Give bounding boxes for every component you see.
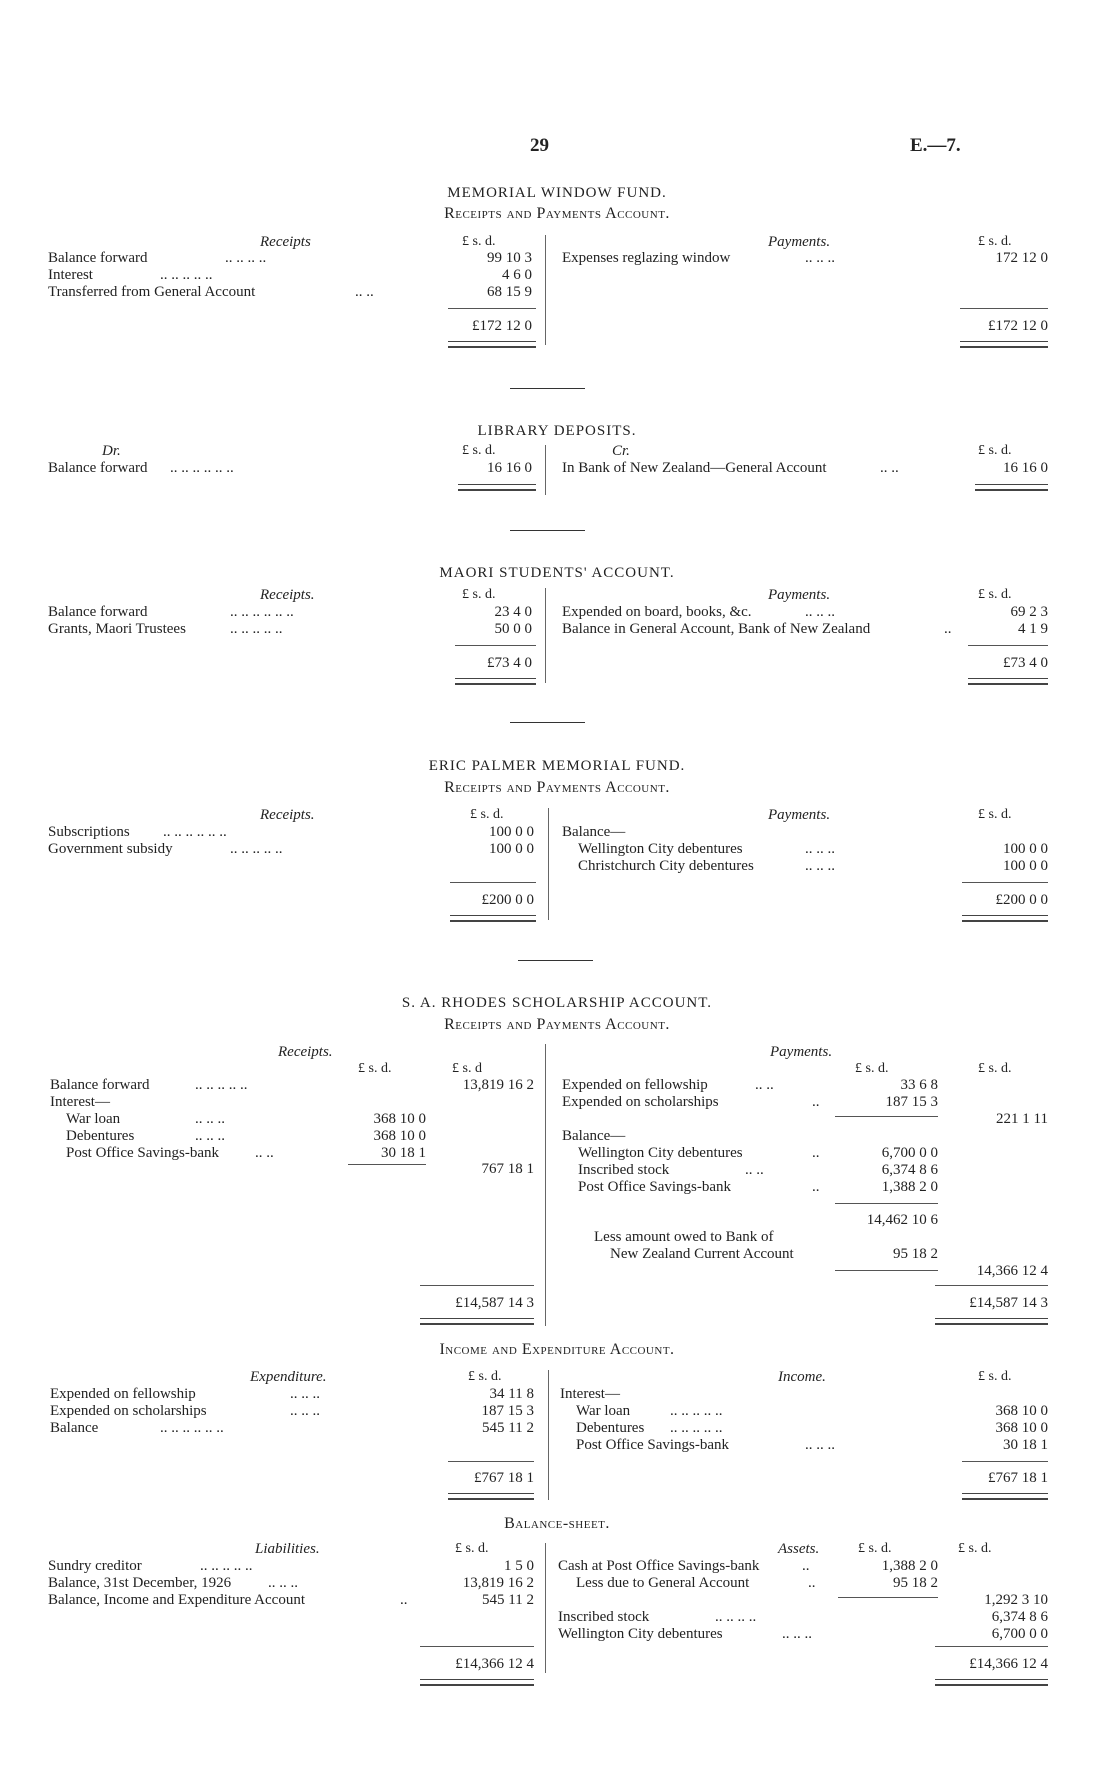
bs-left-label-2: Balance, Income and Expenditure Account: [48, 1592, 305, 1608]
double-rule: [968, 678, 1048, 685]
income-lsd-right: £ s. d.: [978, 1369, 1012, 1384]
rhodes-title: S. A. RHODES SCHOLARSHIP ACCOUNT.: [401, 995, 713, 1011]
rule: [835, 1270, 938, 1271]
rule: [420, 1646, 534, 1647]
rule: [450, 882, 536, 883]
bs-total-left: £14,366 12 4: [455, 1656, 534, 1672]
maori-left-label-1: Grants, Maori Trustees: [48, 621, 186, 637]
maori-left-amount-1: 50 0 0: [494, 621, 532, 637]
maori-right-amount-0: 69 2 3: [1010, 604, 1048, 620]
rhodes-interest-label-2: Post Office Savings-bank: [66, 1145, 220, 1161]
leader-dots: .. ..: [745, 1162, 764, 1178]
section-separator: [510, 530, 585, 531]
double-rule: [960, 341, 1048, 348]
eric-balance-label: Balance—: [562, 824, 626, 840]
rhodes-less-line2: New Zealand Current Account: [610, 1246, 794, 1262]
eric-subtitle: Receipts and Payments Account.: [444, 779, 670, 796]
rule: [455, 645, 536, 646]
rhodes-receipts-head: Receipts.: [278, 1044, 333, 1060]
library-left-label: Balance forward: [48, 460, 148, 476]
income-left-label-2: Balance: [50, 1420, 99, 1436]
income-title: Income and Expenditure Account.: [439, 1341, 675, 1358]
maori-left-label-0: Balance forward: [48, 604, 148, 620]
eric-left-amount-0: 100 0 0: [489, 824, 534, 840]
maori-title: MAORI STUDENTS' ACCOUNT.: [439, 565, 675, 581]
leader-dots: .. .. .. ..: [715, 1609, 757, 1625]
eric-divider: [548, 808, 549, 920]
income-left-label-0: Expended on fellowship: [50, 1386, 196, 1402]
rhodes-bal-amount-2: 1,388 2 0: [881, 1179, 938, 1195]
leader-dots: .. ..: [355, 284, 374, 300]
leader-dots: .. .. ..: [195, 1111, 225, 1127]
rhodes-pay-label-0: Expended on fellowship: [562, 1077, 708, 1093]
rhodes-interest-label: Interest—: [50, 1094, 110, 1110]
balance-sheet-lsd-left: £ s. d.: [455, 1541, 489, 1556]
bs-left-amount-0: 1 5 0: [504, 1558, 534, 1574]
memorial-lsd-right: £ s. d.: [978, 234, 1012, 249]
library-title: LIBRARY DEPOSITS.: [477, 423, 637, 439]
leader-dots: .. .. ..: [290, 1403, 320, 1419]
rhodes-payments-head: Payments.: [770, 1044, 833, 1060]
leader-dots: .. .. .. .. .. ..: [230, 604, 294, 620]
leader-dots: .. .. .. .. ..: [230, 621, 283, 637]
rule: [960, 308, 1048, 309]
eric-title: ERIC PALMER MEMORIAL FUND.: [428, 758, 686, 774]
library-right-amount: 16 16 0: [1003, 460, 1048, 476]
library-left-amount: 16 16 0: [487, 460, 532, 476]
leader-dots: ..: [400, 1592, 408, 1608]
eric-payments-head: Payments.: [768, 807, 831, 823]
income-left-amount-0: 34 11 8: [489, 1386, 534, 1402]
eric-total-left: £200 0 0: [481, 892, 534, 908]
rhodes-interest-label-1: Debentures: [66, 1128, 135, 1144]
leader-dots: .. .. ..: [782, 1626, 812, 1642]
leader-dots: .. .. ..: [805, 1437, 835, 1453]
leader-dots: .. .. .. .. ..: [670, 1403, 723, 1419]
bs-less-label: Less due to General Account: [576, 1575, 750, 1591]
leader-dots: .. .. .. ..: [225, 250, 267, 266]
leader-dots: .. .. .. .. .. ..: [160, 1420, 224, 1436]
library-lsd-right: £ s. d.: [978, 443, 1012, 458]
rhodes-bal-subtotal: 14,462 10 6: [866, 1212, 938, 1228]
rhodes-rlsd-1: £ s. d.: [855, 1061, 889, 1076]
bs-right-label-0: Inscribed stock: [558, 1609, 650, 1625]
rule: [348, 1164, 426, 1165]
bs-cash-amount: 1,388 2 0: [881, 1558, 938, 1574]
memorial-divider: [545, 235, 546, 345]
bs-left-label-1: Balance, 31st December, 1926: [48, 1575, 232, 1591]
eric-right-amount-0: 100 0 0: [1003, 841, 1048, 857]
section-separator: [518, 960, 593, 961]
bs-left-label-0: Sundry creditor: [48, 1558, 142, 1574]
balance-sheet-assets-head: Assets.: [778, 1541, 820, 1557]
rule: [448, 1461, 534, 1462]
eric-total-right: £200 0 0: [995, 892, 1048, 908]
bs-right-amount-1: 6,700 0 0: [991, 1626, 1048, 1642]
rhodes-pay-label-1: Expended on scholarships: [562, 1094, 719, 1110]
income-left-amount-1: 187 15 3: [481, 1403, 534, 1419]
income-total-left: £767 18 1: [474, 1470, 534, 1486]
leader-dots: .. .. ..: [805, 250, 835, 266]
eric-left-amount-1: 100 0 0: [489, 841, 534, 857]
memorial-left-label-2: Transferred from General Account: [48, 284, 256, 300]
memorial-title: MEMORIAL WINDOW FUND.: [447, 185, 667, 201]
income-income-head: Income.: [778, 1369, 826, 1385]
income-right-label-0: War loan: [576, 1403, 631, 1419]
income-total-right: £767 18 1: [988, 1470, 1048, 1486]
rhodes-pay-amount-1: 187 15 3: [885, 1094, 938, 1110]
bs-right-amount-0: 6,374 8 6: [991, 1609, 1048, 1625]
memorial-receipts-head: Receipts: [260, 234, 311, 250]
maori-divider: [545, 588, 546, 683]
double-rule: [448, 341, 536, 348]
eric-left-label-0: Subscriptions: [48, 824, 130, 840]
double-rule: [450, 915, 536, 922]
memorial-left-label-1: Interest: [48, 267, 93, 283]
bs-left-amount-2: 545 11 2: [482, 1592, 534, 1608]
library-cr-head: Cr.: [612, 443, 630, 459]
rule: [835, 1116, 938, 1117]
income-right-amount-0: 368 10 0: [995, 1403, 1048, 1419]
income-lsd-left: £ s. d.: [468, 1369, 502, 1384]
library-right-label: In Bank of New Zealand—General Account: [562, 460, 827, 476]
memorial-left-amount-0: 99 10 3: [487, 250, 532, 266]
rhodes-lsd-2: £ s. d: [452, 1061, 482, 1076]
memorial-right-label-0: Expenses reglazing window: [562, 250, 731, 266]
leader-dots: .. ..: [255, 1145, 274, 1161]
rhodes-interest-total: 767 18 1: [481, 1161, 534, 1177]
income-divider: [548, 1370, 549, 1500]
eric-left-label-1: Government subsidy: [48, 841, 173, 857]
income-right-label-1: Debentures: [576, 1420, 645, 1436]
double-rule: [458, 484, 536, 491]
leader-dots: .. .. ..: [195, 1128, 225, 1144]
leader-dots: .. .. ..: [805, 858, 835, 874]
leader-dots: .. .. .. .. ..: [670, 1420, 723, 1436]
leader-dots: .. ..: [880, 460, 899, 476]
income-right-amount-2: 30 18 1: [1003, 1437, 1048, 1453]
balance-sheet-liabilities-head: Liabilities.: [255, 1541, 320, 1557]
leader-dots: ..: [808, 1575, 816, 1591]
rule: [962, 882, 1048, 883]
leader-dots: ..: [812, 1145, 820, 1161]
memorial-left-amount-2: 68 15 9: [487, 284, 532, 300]
rhodes-less-line1: Less amount owed to Bank of: [594, 1229, 774, 1245]
bs-less-amount: 95 18 2: [893, 1575, 938, 1591]
library-lsd-left: £ s. d.: [462, 443, 496, 458]
maori-right-label-0: Expended on board, books, &c.: [562, 604, 752, 620]
rhodes-total-right: £14,587 14 3: [969, 1295, 1048, 1311]
rhodes-net: 14,366 12 4: [976, 1263, 1048, 1279]
rhodes-bal-amount-0: 6,700 0 0: [881, 1145, 938, 1161]
rhodes-divider: [545, 1044, 546, 1326]
income-right-amount-1: 368 10 0: [995, 1420, 1048, 1436]
rhodes-balance-forward: Balance forward: [50, 1077, 150, 1093]
memorial-subtitle: Receipts and Payments Account.: [444, 205, 670, 222]
rhodes-interest-amount-1: 368 10 0: [373, 1128, 426, 1144]
library-divider: [545, 445, 546, 495]
double-rule: [962, 915, 1048, 922]
eric-right-label-1: Christchurch City debentures: [578, 858, 754, 874]
library-dr-head: Dr.: [102, 443, 121, 459]
rule: [962, 1461, 1048, 1462]
leader-dots: ..: [812, 1179, 820, 1195]
income-left-amount-2: 545 11 2: [482, 1420, 534, 1436]
rule: [935, 1285, 1048, 1286]
income-right-label-2: Post Office Savings-bank: [576, 1437, 730, 1453]
rhodes-bal-label-1: Inscribed stock: [578, 1162, 670, 1178]
double-rule: [420, 1679, 534, 1686]
leader-dots: .. .. .. .. ..: [200, 1558, 253, 1574]
maori-right-label-1: Balance in General Account, Bank of New Zealand: [562, 621, 871, 637]
leader-dots: ..: [944, 621, 952, 637]
leader-dots: .. .. .. .. ..: [160, 267, 213, 283]
leader-dots: .. .. ..: [805, 841, 835, 857]
memorial-payments-head: Payments.: [768, 234, 831, 250]
rule: [835, 1203, 938, 1204]
maori-lsd-right: £ s. d.: [978, 587, 1012, 602]
bs-net-amount: 1,292 3 10: [984, 1592, 1048, 1608]
eric-right-label-0: Wellington City debentures: [578, 841, 743, 857]
eric-right-amount-1: 100 0 0: [1003, 858, 1048, 874]
balance-sheet-divider: [545, 1543, 546, 1673]
memorial-lsd-left: £ s. d.: [462, 234, 496, 249]
leader-dots: .. .. .. .. .. ..: [170, 460, 234, 476]
bs-cash-label: Cash at Post Office Savings-bank: [558, 1558, 760, 1574]
leader-dots: ..: [802, 1558, 810, 1574]
rhodes-bal-amount-1: 6,374 8 6: [881, 1162, 938, 1178]
memorial-total-left: £172 12 0: [472, 318, 532, 334]
leader-dots: .. .. .. .. .. ..: [163, 824, 227, 840]
rhodes-interest-amount-0: 368 10 0: [373, 1111, 426, 1127]
balance-sheet-rlsd-1: £ s. d.: [858, 1541, 892, 1556]
rhodes-bal-label-0: Wellington City debentures: [578, 1145, 743, 1161]
maori-right-amount-1: 4 1 9: [1018, 621, 1048, 637]
rhodes-bf-amount: 13,819 16 2: [462, 1077, 534, 1093]
eric-lsd-right: £ s. d.: [978, 807, 1012, 822]
double-rule: [448, 1493, 534, 1500]
eric-lsd-left: £ s. d.: [470, 807, 504, 822]
double-rule: [935, 1679, 1048, 1686]
rule: [420, 1285, 534, 1286]
income-interest-label: Interest—: [560, 1386, 620, 1402]
double-rule: [420, 1318, 534, 1325]
eric-receipts-head: Receipts.: [260, 807, 315, 823]
rhodes-rlsd-2: £ s. d.: [978, 1061, 1012, 1076]
double-rule: [975, 484, 1048, 491]
rhodes-interest-amount-2: 30 18 1: [381, 1145, 426, 1161]
rhodes-less-amount: 95 18 2: [893, 1246, 938, 1262]
double-rule: [935, 1318, 1048, 1325]
bs-total-right: £14,366 12 4: [969, 1656, 1048, 1672]
rhodes-balance-label: Balance—: [562, 1128, 626, 1144]
maori-total-right: £73 4 0: [1003, 655, 1048, 671]
memorial-right-amount-0: 172 12 0: [995, 250, 1048, 266]
balance-sheet-title: Balance-sheet.: [504, 1515, 610, 1532]
rhodes-total-left: £14,587 14 3: [455, 1295, 534, 1311]
rule: [968, 645, 1048, 646]
rule: [838, 1597, 938, 1598]
rhodes-bal-label-2: Post Office Savings-bank: [578, 1179, 732, 1195]
rhodes-interest-label-0: War loan: [66, 1111, 121, 1127]
leader-dots: .. .. .. .. ..: [195, 1077, 248, 1093]
rhodes-lsd-1: £ s. d.: [358, 1061, 392, 1076]
page-number: 29: [530, 135, 549, 156]
income-expenditure-head: Expenditure.: [250, 1369, 327, 1385]
double-rule: [962, 1493, 1048, 1500]
leader-dots: ..: [812, 1094, 820, 1110]
leader-dots: .. .. ..: [268, 1575, 298, 1591]
memorial-left-label-0: Balance forward: [48, 250, 148, 266]
leader-dots: .. ..: [755, 1077, 774, 1093]
rhodes-pay-amount-0: 33 6 8: [900, 1077, 938, 1093]
leader-dots: .. .. ..: [290, 1386, 320, 1402]
balance-sheet-rlsd-2: £ s. d.: [958, 1541, 992, 1556]
maori-left-amount-0: 23 4 0: [494, 604, 532, 620]
rule: [448, 308, 536, 309]
memorial-total-right: £172 12 0: [988, 318, 1048, 334]
maori-payments-head: Payments.: [768, 587, 831, 603]
memorial-left-amount-1: 4 6 0: [502, 267, 532, 283]
maori-lsd-left: £ s. d.: [462, 587, 496, 602]
maori-receipts-head: Receipts.: [260, 587, 315, 603]
document-reference: E.—7.: [910, 135, 961, 156]
section-separator: [510, 388, 585, 389]
income-left-label-1: Expended on scholarships: [50, 1403, 207, 1419]
section-separator: [510, 722, 585, 723]
leader-dots: .. .. ..: [805, 604, 835, 620]
double-rule: [455, 678, 536, 685]
rhodes-subtitle: Receipts and Payments Account.: [444, 1016, 670, 1033]
leader-dots: .. .. .. .. ..: [230, 841, 283, 857]
rhodes-pay-total: 221 1 11: [996, 1111, 1048, 1127]
rule: [935, 1646, 1048, 1647]
bs-left-amount-1: 13,819 16 2: [462, 1575, 534, 1591]
bs-right-label-1: Wellington City debentures: [558, 1626, 723, 1642]
maori-total-left: £73 4 0: [487, 655, 532, 671]
